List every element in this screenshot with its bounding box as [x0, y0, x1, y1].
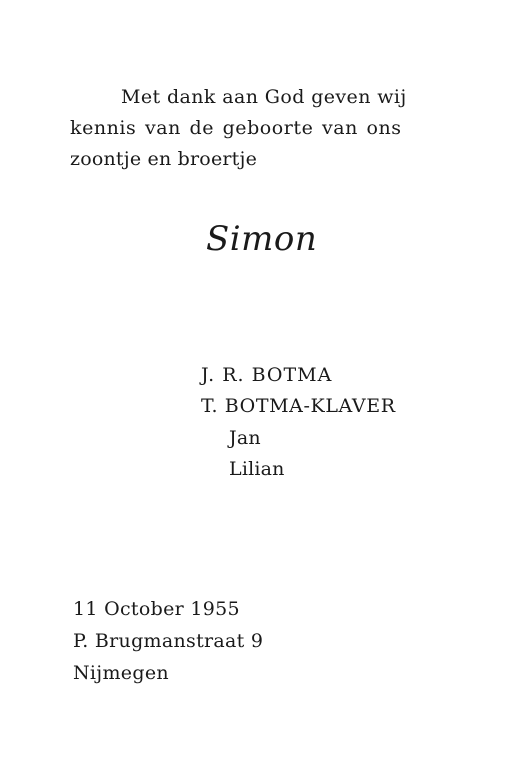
intro-text-line-2: kennis van de geboorte van ons	[70, 117, 402, 139]
child-name: Simon	[206, 219, 318, 259]
parent-father: J. R. BOTMA	[201, 364, 333, 386]
address-street: P. Brugmanstraat 9	[73, 630, 264, 652]
sibling-lilian: Lilian	[229, 458, 285, 480]
sibling-jan: Jan	[229, 427, 261, 449]
address-city: Nijmegen	[73, 662, 169, 684]
birth-date: 11 October 1955	[73, 598, 240, 620]
parent-mother: T. BOTMA-KLAVER	[201, 395, 396, 417]
intro-text-line-3: zoontje en broertje	[70, 148, 258, 170]
intro-text-line-1: Met dank aan God geven wij	[121, 86, 407, 108]
